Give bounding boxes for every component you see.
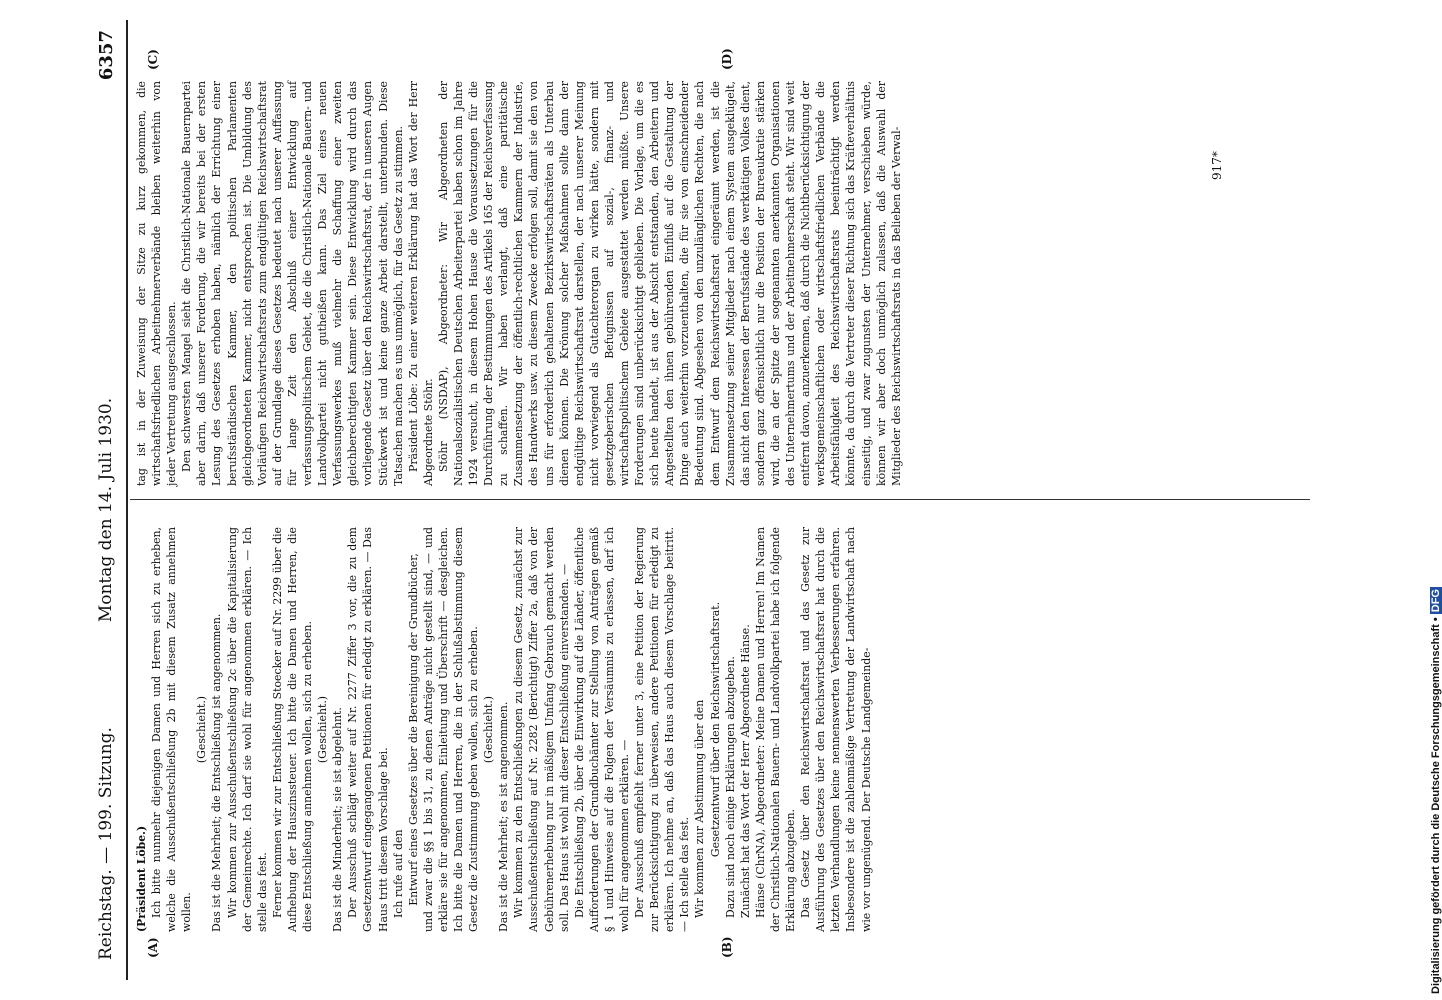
header-date: Montag den 14. Juli 1930.	[96, 397, 116, 623]
paragraph: Der Ausschuß empfiehlt ferner unter 3, eine Petition der Regierung zur Berücksichtigung zu überweisen, andere Petitionen für erledigt zu erklären. Ich nehme an, daß das Haus auch diesem Vorschlage beitritt. — Ich stelle das fest.	[633, 527, 692, 932]
margin-marker-b: (B)	[720, 936, 734, 958]
paragraph: Ich bitte nunmehr diejenigen Damen und Herren sich zu erheben, welche die Ausschußentschließung 2b mit diesem Zusatz annehmen wollen.	[150, 527, 194, 932]
paragraph: Dazu sind noch einige Erklärungen abzugeben.	[723, 656, 737, 918]
paragraph: (Geschieht.)	[482, 695, 496, 764]
paragraph: Stöhr (NSDAP), Abgeordneter: Wir Abgeordneten der Nationalsozialistischen Deutschen Arbeiterpartei haben schon im Jahre 1924 versucht, in diesem Hohen Hause die Voraussetzungen für die Durchführung der Bestimmungen des Artikels 165 der Reichsverfassung zu schaffen. Wir haben verlangt, daß eine paritätische Zusammensetzung der öffentlich-rechtlichen Kammern der Industrie, des Handwerks usw. zu diesem Zwecke erfolgen soll, damit sie den von uns für erforderlich gehaltenen Bezirkswirtschaftsräten als Unterbau dienen können. Die Krönung solcher Maßnahmen sollte dann der endgültige Reichswirtschaftsrat darstellen, der nach unserer Meinung nicht vorwiegend als Gutachterorgan zu wirken hätte, sondern mit gesetzgeberischen Befugnissen auf sozial-, finanz- und wirtschaftspolitischem Gebiete ausgestattet werden müßte. Unsere Forderungen sind unberücksichtigt geblieben. Die Vorlage, um die es sich heute handelt, ist aus der Absicht entstanden, den Arbeitern und Angestellten den ihnen gebührenden Einfluß auf die Gestaltung der Dinge auch weiterhin vorzuenthalten, die für sie von einschneidender Bedeutung sind. Abgesehen von den unzulänglichen Rechten, die nach dem Entwurf dem Reichswirtschaftsrat eingeräumt werden, ist die Zusammensetzung seiner Mitglieder nach einem System ausgeklügelt, das nicht den Interessen der Berufsstände des werktätigen Volkes dient, sondern ganz offensichtlich nur die Position der Bureaukratie stärken wird, die an der Spitze der sogenannten anerkannten Organisationen des Unternehmertums und der Arbeitnehmerschaft steht. Wir sind weit entfernt davon, anzuerkennen, daß durch die Nichtberücksichtigung der werksgemeinschaftlichen oder wirtschaftsfriedlichen Verbände die Arbeitsfähigkeit des Reichswirtschaftsrats beeinträchtigt werden könnte, da durch die Vertreter dieser Richtung sich das Kräfteverhältnis einseitig, und zwar zugunsten der Unternehmer, verschieben würde, können wir aber doch unmöglich zulassen, daß die Auswahl der Mitglieder des Reichswirtschaftsrats in das Belieben der Verwal-	[436, 81, 903, 486]
paragraph: Der Ausschuß schlägt weiter auf Nr. 2277 Ziffer 3 vor, die zu dem Gesetzentwurf eingegangenen Petitionen für erledigt zu erklären. — Das Haus tritt diesem Vorschlage bei.	[346, 527, 390, 932]
paragraph: Das ist die Minderheit; sie ist abgelehnt.	[331, 707, 345, 932]
paragraph: (Geschieht.)	[195, 695, 209, 764]
margin-marker-c: (C)	[146, 49, 160, 70]
margin-marker-a: (A)	[146, 937, 160, 958]
dfg-logo: DFG	[1430, 589, 1442, 613]
credit-text: Digitalisierung gefördert durch die Deutsche Forschungsgemeinschaft •	[1430, 617, 1442, 994]
paragraph: Das ist die Mehrheit; es ist angenommen.	[497, 701, 511, 932]
paragraph: Hänse (ChrNA), Abgeordneter: Meine Damen und Herren! Im Namen der Christlich-Nationalen Bauern- und Landvolkpartei habe ich folgende Erklärung abzugeben.	[753, 527, 798, 932]
digitization-credit	[1408, 8, 1442, 994]
paragraph: Die Entschließung 2b, über die Einwirkung auf die Länder, öffentliche Aufforderungen der Grundbuchämter zur Stellung von Anträgen gemäß § 1 und Hinweise auf die Folgen der Versäumnis zu erlassen, darf ich wohl für angenommen erklären. —	[572, 527, 631, 932]
left-text-column	[134, 527, 874, 932]
paragraph: Ich rufe auf den	[391, 829, 405, 918]
header-rule	[126, 20, 128, 980]
paragraph: Präsident Löbe: Zu einer weiteren Erklärung hat das Wort der Herr Abgeordnete Stöhr.	[406, 81, 435, 486]
page-header	[96, 30, 122, 960]
paragraph: und zwar die §§ 1 bis 31, zu denen Anträge nicht gestellt sind, — und erkläre sie für angenommen, Einleitung und Überschrift — desgleichen. Ich bitte die Damen und Herren, die in der Schlußabstimmung diesem Gesetz die Zustimmung geben wollen, sich zu erheben.	[421, 527, 481, 932]
paragraph: Das ist die Mehrheit; die Entschließung ist angenommen.	[210, 613, 224, 932]
paragraph: Zunächst hat das Wort der Herr Abgeordnete Hänse.	[738, 624, 752, 918]
paragraph: Wir kommen zur Abstimmung über den	[693, 699, 707, 918]
paragraph: Den schwersten Mangel sieht die Christlich-Nationale Bauernpartei aber darin, daß unserer Forderung, die wir bereits bei der ersten Lesung des Gesetzes erhoben haben, nämlich der Errichtung einer berufsständischen Kammer, den politischen Parlamenten gleichgeordneten Kammer, nicht entsprochen ist. Die Umbildung des Vorläufigen Reichswirtschaftsrats zum endgültigen Reichswirtschaftsrat auf der Grundlage dieses Gesetzes bedeutet nach unserer Auffassung für lange Zeit den Abschluß einer Entwicklung auf verfassungspolitischem Gebiet, die die Christlich-Nationale Bauern- und Landvolkpartei nicht gutheißen kann. Das Ziel eines neuen Verfassungswerkes muß vielmehr die Schaffung einer zweiten gleichberechtigten Kammer sein. Diese Entwicklung wird durch das vorliegende Gesetz über den Reichswirtschaftsrat, der in unseren Augen Stückwerk ist und keine ganze Arbeit darstellt, unterbunden. Diese Tatsachen machen es uns unmöglich, für das Gesetz zu stimmen.	[180, 81, 405, 486]
paragraph: (Präsident Löbe.)	[135, 825, 148, 932]
paragraph: Gesetzentwurf über den Reichswirtschaftsrat.	[708, 601, 722, 858]
paragraph: Wir kommen zu den Entschließungen zu diesem Gesetz, zunächst zur Ausschußentschließung auf Nr. 2282 (Berichtigt) Ziffer 2a, daß von der Gebührenerhebung nur in mäßigem Umfang Gebrauch gemacht werden soll. Das Haus ist wohl mit dieser Entschließung einverstanden. —	[512, 527, 571, 932]
margin-marker-d: (D)	[720, 48, 734, 70]
paragraph: Entwurf eines Gesetzes über die Bereinigung der Grundbücher,	[406, 553, 420, 906]
page-number: 6357	[96, 30, 117, 81]
paragraph: Wir kommen zur Ausschußentschließung 2c über die Kapitalisierung der Gemeinrechte. Ich darf sie wohl für angenommen erklären. — Ich stelle das fest.	[225, 527, 269, 932]
paragraph: (Geschieht.)	[316, 695, 330, 764]
sheet-signature: 917*	[1210, 151, 1224, 180]
paragraph: tag ist in der Zuweisung der Sitze zu kurz gekommen, die wirtschaftsfriedlichen Arbeitnehmerverbände bleiben weiterhin von jeder Vertretung ausgeschlossen.	[135, 81, 179, 486]
paragraph: Ferner kommen wir zur Entschließung Stoecker auf Nr. 2299 über die Aufhebung der Hauszinssteuer. Ich bitte die Damen und Herren, die diese Entschließung annehmen wollen, sich zu erheben.	[270, 527, 315, 932]
header-session: Reichstag. — 199. Sitzung.	[96, 727, 116, 960]
column-divider	[130, 499, 1310, 500]
right-text-column	[134, 81, 904, 486]
paragraph: Das Gesetz über den Reichswirtschaftsrat und das Gesetz zur Ausführung des Gesetzes über den Reichswirtschaftsrat hat durch die letzten Verhandlungen keine nennenswerten Verbesserungen erfahren. Insbesondere ist die zahlenmäßige Vertretung der Landwirtschaft nach wie vor ungenügend. Der Deutsche Landgemeinde-	[799, 527, 873, 932]
